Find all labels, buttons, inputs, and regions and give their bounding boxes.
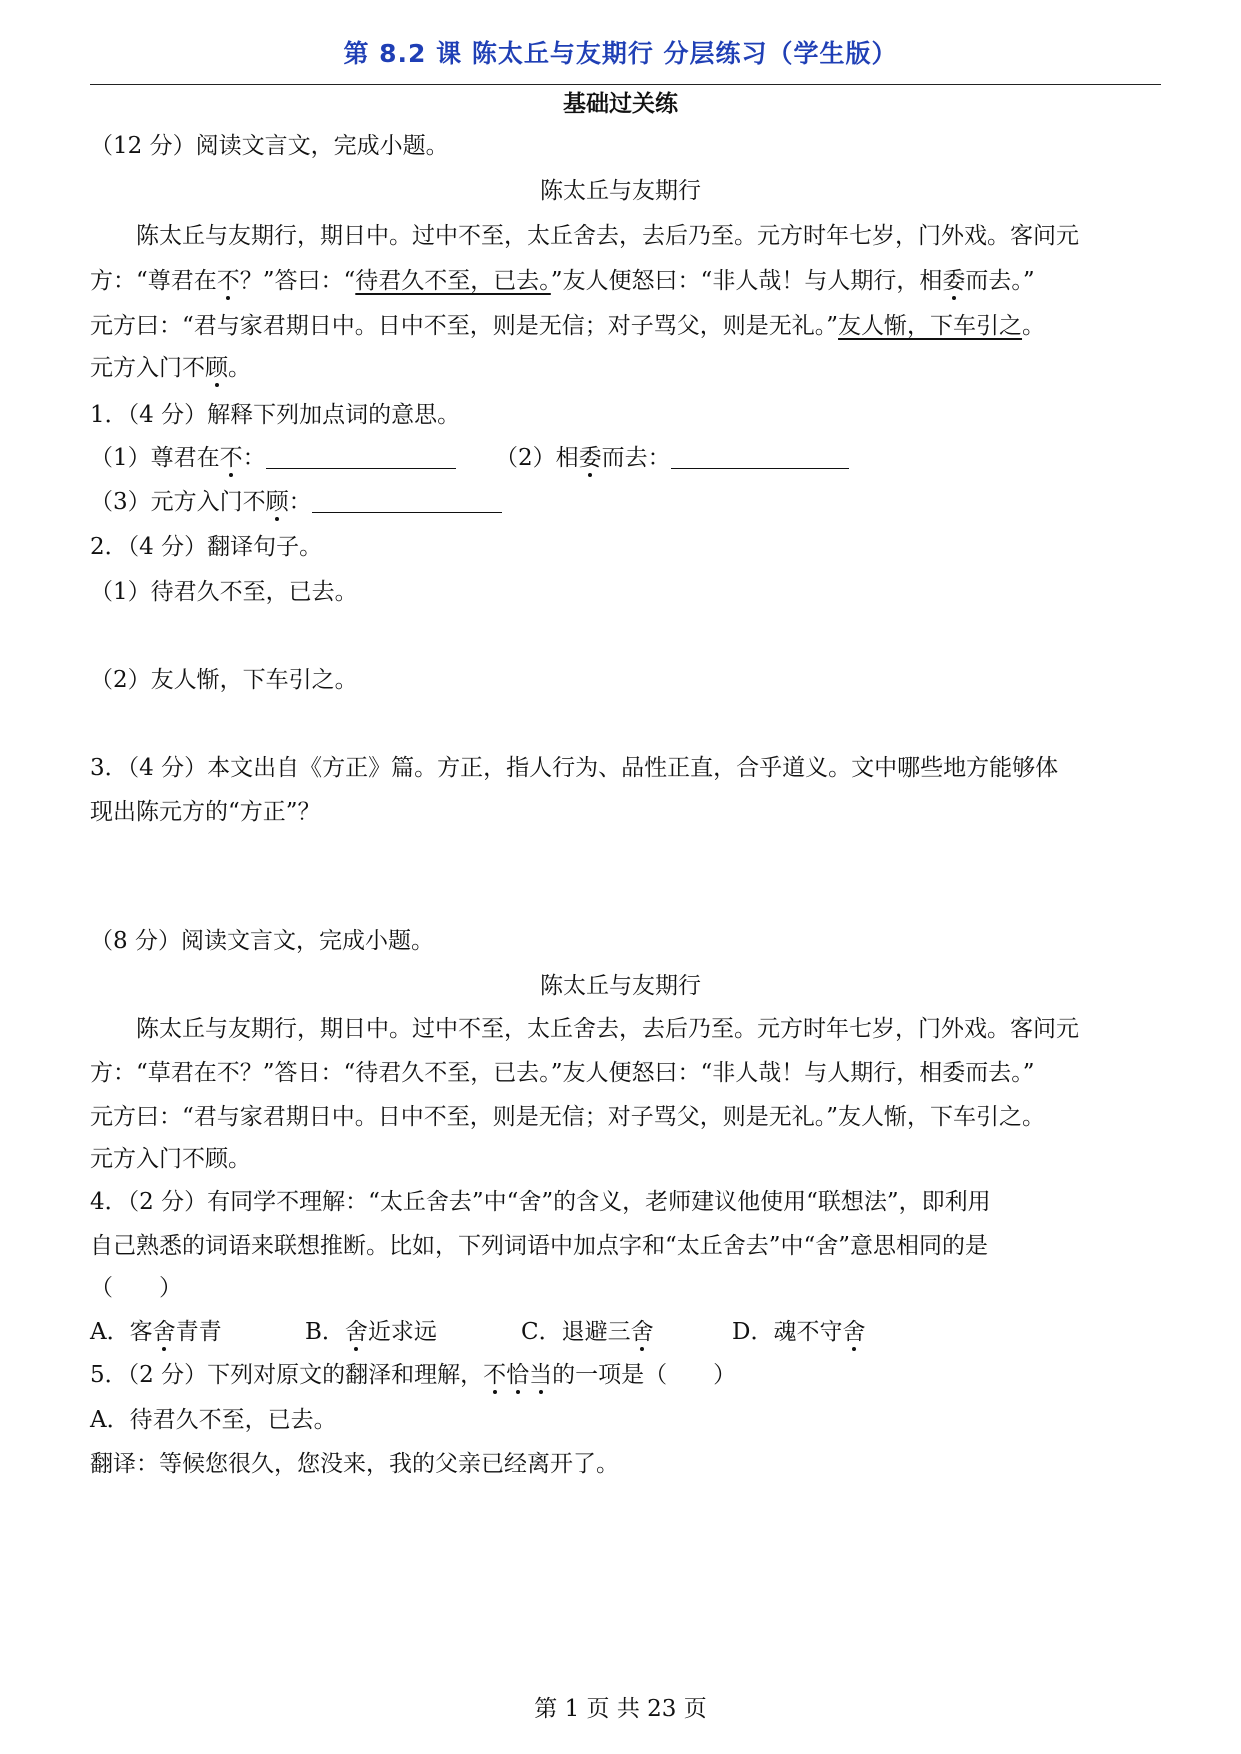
q4-line2: 自己熟悉的词语来联想推断。比如，下列词语中加点字和“太丘舍去”中“舍”意思相同的是 <box>90 1233 989 1259</box>
passage2-line3: 元方曰：“君与家君期日中。日中不至，则是无信；对子骂父，则是无礼。”友人惭，下车引之。 <box>90 1104 1046 1130</box>
q5-option-a[interactable]: A．待君久不至，已去。 <box>90 1407 337 1433</box>
underlined-sentence: 待君久不至，已去。 <box>355 268 551 294</box>
dotted-char: 不 <box>219 445 243 471</box>
text: 而去： <box>601 445 671 471</box>
q4-options <box>90 1316 865 1348</box>
text: D．魂不守 <box>732 1319 843 1345</box>
answer-blank[interactable] <box>312 486 502 513</box>
text: 青青 <box>175 1319 222 1345</box>
text: ？”答曰：“ <box>239 268 356 294</box>
passage1-line1: 陈太丘与友期行，期日中。过中不至，太丘舍去，去后乃至。元方时年七岁，门外戏。客问元 <box>136 223 1079 249</box>
text: 方：“尊君在 <box>90 268 217 294</box>
q1-item3 <box>90 486 502 518</box>
dotted-char: 不 <box>483 1362 507 1388</box>
q2-item1: （1）待君久不至，已去。 <box>90 579 358 605</box>
header-divider <box>90 84 1161 85</box>
dotted-char: 恰 <box>506 1362 530 1388</box>
text: ”友人便怒曰：“非人哉！与人期行，相 <box>550 268 943 294</box>
dotted-char: 舍 <box>344 1319 368 1345</box>
passage1-line3 <box>90 310 1045 342</box>
text: （1）尊君在 <box>90 445 220 471</box>
passage2-title: 陈太丘与友期行 <box>540 973 701 999</box>
q1-stem: 1．（4 分）解释下列加点词的意思。 <box>90 402 461 428</box>
answer-blank[interactable] <box>671 442 849 469</box>
text: 而去。” <box>965 268 1035 294</box>
passage2-intro: （8 分）阅读文言文，完成小题。 <box>90 928 434 954</box>
q4-option-a[interactable] <box>90 1316 305 1348</box>
q4-option-b[interactable] <box>305 1316 521 1348</box>
q2-stem: 2．（4 分）翻译句子。 <box>90 534 323 560</box>
text: 的一项是（ ） <box>552 1362 737 1388</box>
dotted-char: 委 <box>942 268 966 294</box>
text: ： <box>242 445 266 471</box>
text: ： <box>288 489 312 515</box>
answer-blank[interactable] <box>266 442 456 469</box>
underlined-sentence: 友人惭，下车引之 <box>838 313 1023 339</box>
text: （2）相 <box>495 445 579 471</box>
passage1-title: 陈太丘与友期行 <box>540 178 701 204</box>
text: 元方曰：“君与家君期日中。日中不至，则是无信；对子骂父，则是无礼。” <box>90 313 839 339</box>
dotted-char: 舍 <box>842 1319 866 1345</box>
q5-option-a-translation: 翻译：等候您很久，您没来，我的父亲已经离开了。 <box>90 1451 619 1477</box>
passage2-line2: 方：“草君在不？”答日：“待君久不至，已去。”友人便怒曰：“非人哉！与人期行，相委而去。” <box>90 1060 1035 1086</box>
text: 近求远 <box>367 1319 437 1345</box>
q1-item1 <box>90 442 456 474</box>
section-title: 基础过关练 <box>563 91 678 117</box>
dotted-char: 当 <box>529 1362 553 1388</box>
text: 元方入门不 <box>90 355 205 381</box>
text: C．退避三 <box>521 1319 631 1345</box>
text: 。 <box>228 355 251 381</box>
q4-option-c[interactable] <box>521 1316 732 1348</box>
q5-stem <box>90 1359 736 1391</box>
q4-line3: （ ） <box>90 1275 182 1301</box>
passage1-intro: （12 分）阅读文言文，完成小题。 <box>90 133 449 159</box>
q3-line1: 3．（4 分）本文出自《方正》篇。方正，指人行为、品性正直，合乎道义。文中哪些地方能够体 <box>90 755 1059 781</box>
q3-line2: 现出陈元方的“方正”？ <box>90 799 321 825</box>
passage2-line1: 陈太丘与友期行，期日中。过中不至，太丘舍去，去后乃至。元方时年七岁，门外戏。客问元 <box>136 1016 1079 1042</box>
q4-option-d[interactable] <box>732 1316 865 1348</box>
passage1-line4 <box>90 352 251 384</box>
text: A．客 <box>90 1319 153 1345</box>
dotted-char: 委 <box>578 445 602 471</box>
q2-item2: （2）友人惭，下车引之。 <box>90 667 358 693</box>
page-number: 第 1 页 共 23 页 <box>534 1696 707 1722</box>
text: （3）元方入门不 <box>90 489 266 515</box>
text: 。 <box>1022 313 1046 339</box>
q4-line1: 4．（2 分）有同学不理解：“太丘舍去”中“舍”的含义，老师建议他使用“联想法”，即利用 <box>90 1189 991 1215</box>
document-header: 第 8.2 课 陈太丘与友期行 分层练习（学生版） <box>343 39 898 68</box>
dotted-char: 顾 <box>265 489 289 515</box>
dotted-char: 不 <box>216 268 240 294</box>
dotted-char: 舍 <box>630 1319 654 1345</box>
q1-item2 <box>495 442 849 474</box>
passage2-line4: 元方入门不顾。 <box>90 1146 251 1172</box>
dotted-char: 舍 <box>152 1319 176 1345</box>
passage1-line2 <box>90 265 1035 297</box>
dotted-char: 顾 <box>205 355 228 381</box>
text: B． <box>305 1319 345 1345</box>
text: 5．（2 分）下列对原文的翻泽和理解， <box>90 1362 484 1388</box>
